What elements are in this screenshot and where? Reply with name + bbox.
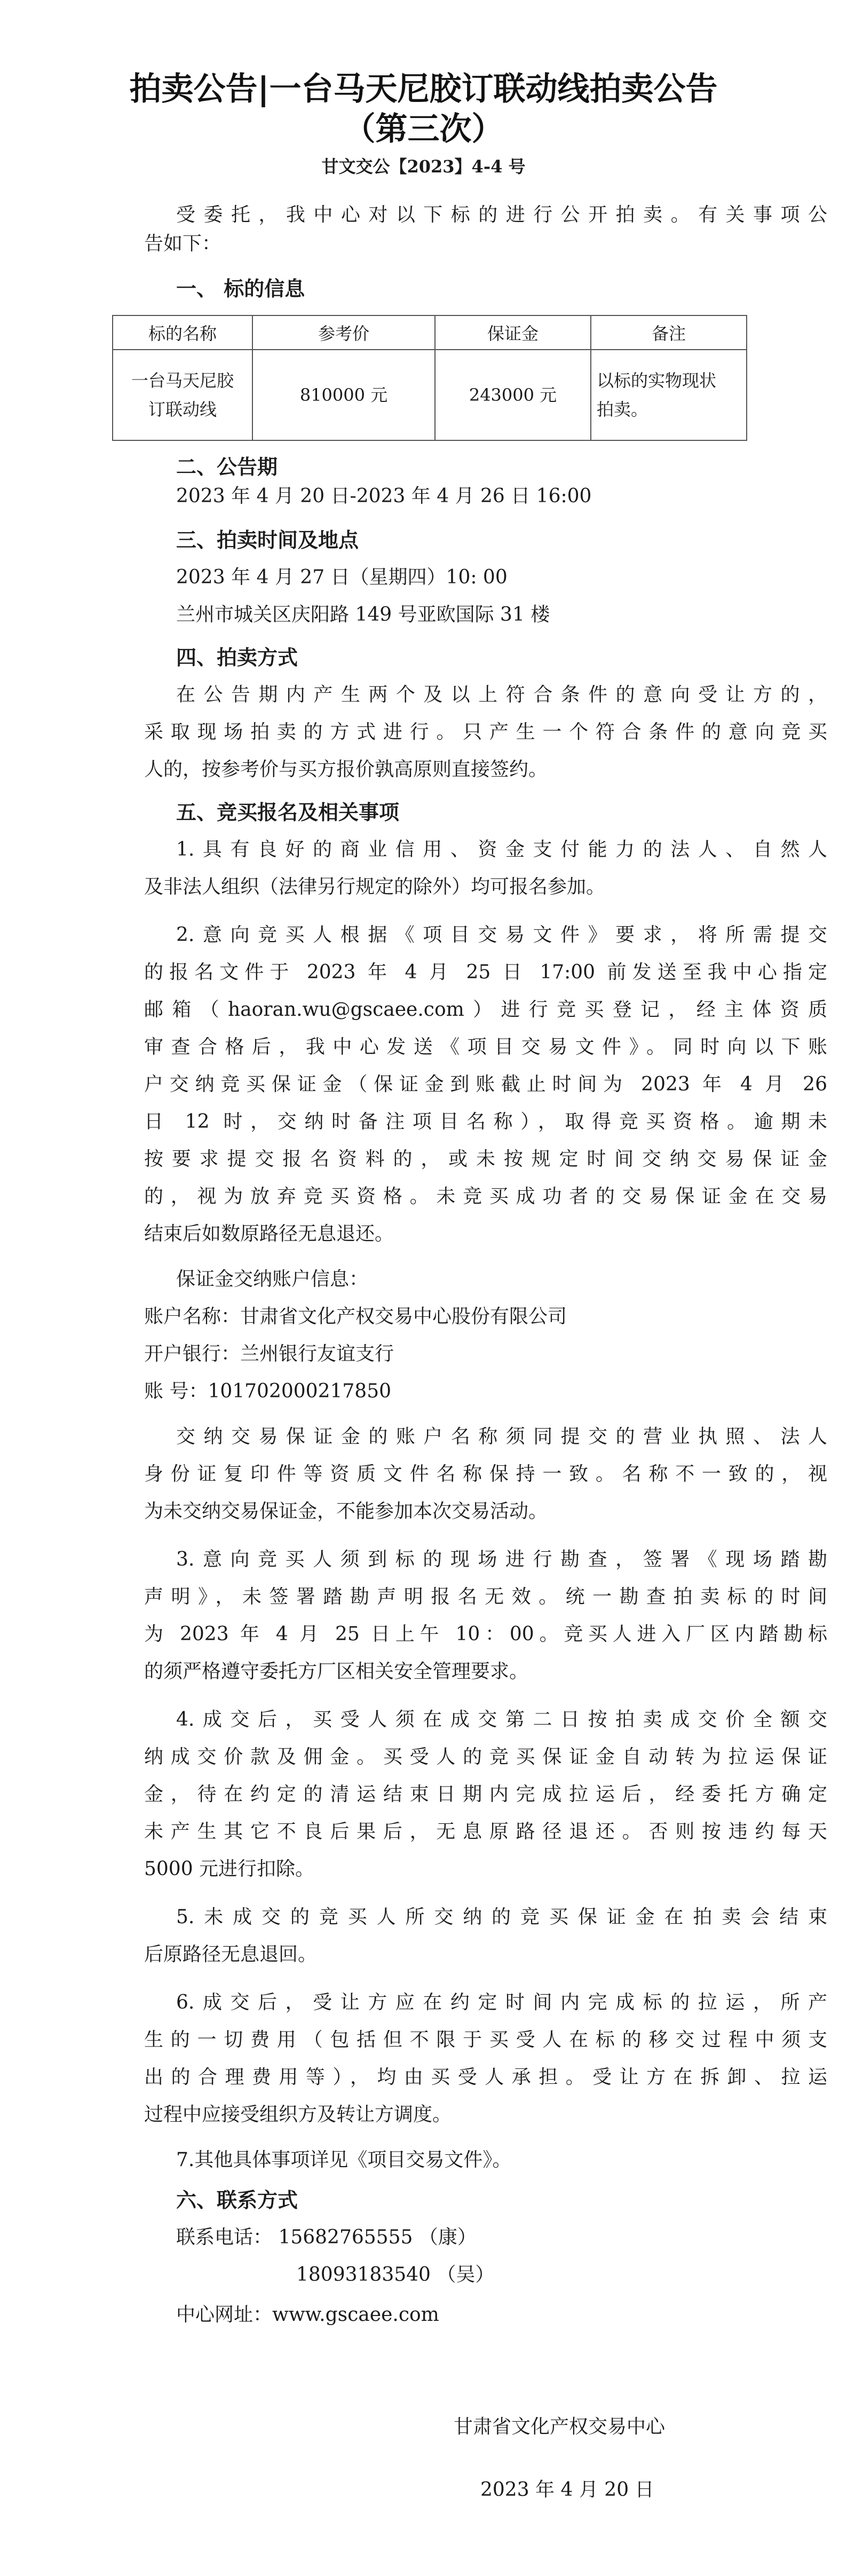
paragraph-line: 采取现场拍卖的方式进行。只产生一个符合条件的意向竞买 [144,721,827,743]
contact-website: 中心网址：www.gscaee.com [176,2304,439,2326]
paragraph-line: 5.未成交的竞买人所交纳的竞买保证金在拍卖会结束 [176,1906,827,1928]
paragraph-line: 人的，按参考价与买方报价孰高原则直接签约。 [144,758,548,780]
table-header-cell: 备注 [591,315,747,350]
paragraph-line: 出的合理费用等），均由买受人承担。受让方在拆卸、拉运 [144,2066,827,2088]
paragraph-line: 的，视为放弃竞买资格。未竞买成功者的交易保证金在交易 [144,1186,827,1207]
paragraph-line: 纳成交价款及佣金。买受人的竞买保证金自动转为拉运保证 [144,1746,827,1768]
section-heading-notice-period: 二、公告期 [176,455,278,479]
paragraph-line: 日 12 时，交纳时备注项目名称），取得竞买资格。逾期未 [144,1111,827,1133]
paragraph-line: 的报名文件于 2023 年 4 月 25 日 17:00 前发送至我中心指定 [144,961,827,983]
paragraph-line: 审查合格后，我中心发送《项目交易文件》。同时向以下账 [144,1036,827,1058]
paragraph-line: 按要求提交报名资料的，或未按规定时间交纳交易保证金 [144,1148,827,1170]
paragraph-line: 5000 元进行扣除。 [144,1858,315,1880]
paragraph-line: 为未交纳交易保证金，不能参加本次交易活动。 [144,1500,548,1522]
paragraph-line: 2.意向竞买人根据《项目交易文件》要求，将所需提交 [176,924,827,946]
asset-name-line: 一台马天尼胶 [131,370,234,391]
table-header-row [113,315,747,350]
paragraph-line: 后原路径无息退回。 [144,1943,318,1965]
paragraph-line: 身份证复印件等资质文件名称保持一致。名称不一致的，视 [144,1463,827,1485]
signature-organization: 甘肃省文化产权交易中心 [454,2416,666,2438]
paragraph-line: 未产生其它不良后果后，无息原路径退还。否则按违约每天 [144,1821,827,1843]
paragraph-line: 生的一切费用（包括但不限于买受人在标的移交过程中须支 [144,2029,827,2051]
account-number: 账 号：101702000217850 [144,1380,392,1402]
table-header-cell: 参考价 [252,315,435,350]
deposit-cell: 243000 元 [435,350,591,440]
paragraph-line: 交纳交易保证金的账户名称须同提交的营业执照、法人 [176,1426,827,1448]
intro-line: 受委托，我中心对以下标的进行公开拍卖。有关事项公 [176,204,827,226]
section-heading-asset-info: 一、 标的信息 [176,277,305,301]
contact-phone: 联系电话： 15682765555 （康） [176,2226,477,2248]
section-heading-contact: 六、联系方式 [176,2188,298,2212]
paragraph-line: 为 2023 年 4 月 25 日上午 10：00。竞买人进入厂区内踏勘标 [144,1623,827,1645]
paragraph-line: 声明》，未签署踏勘声明报名无效。统一勘查拍卖标的时间 [144,1586,827,1608]
paragraph-line: 邮箱（haoran.wu@gscaee.com）进行竞买登记，经主体资质 [144,999,827,1021]
auction-place-text: 兰州市城关区庆阳路 149 号亚欧国际 31 楼 [176,604,550,626]
table-row [113,350,747,440]
table-header-cell: 标的名称 [113,315,252,350]
contact-phone: 18093183540 （吴） [296,2264,495,2286]
reference-price-cell: 810000 元 [252,350,435,440]
paragraph-line: 7.其他具体事项详见《项目交易文件》。 [176,2149,512,2171]
account-name: 账户名称：甘肃省文化产权交易中心股份有限公司 [144,1306,567,1327]
asset-info-table [112,315,747,441]
asset-name-line: 订联动线 [148,399,217,420]
note-line: 以标的实物现状 [597,370,717,391]
paragraph-line: 的须严格遵守委托方厂区相关安全管理要求。 [144,1661,529,1682]
account-bank: 开户银行：兰州银行友谊支行 [144,1343,394,1365]
paragraph-line: 过程中应接受组织方及转让方调度。 [144,2104,452,2125]
page-title-subtitle: （第三次） [343,110,504,148]
asset-name-cell [113,350,252,440]
table-header-cell: 保证金 [435,315,591,350]
paragraph-line: 户交纳竞买保证金（保证金到账截止时间为 2023 年 4 月 26 [144,1073,827,1095]
page-title: 拍卖公告|一台马天尼胶订联动线拍卖公告 [129,70,718,108]
account-info-intro: 保证金交纳账户信息： [176,1268,369,1290]
paragraph-line: 在公告期内产生两个及以上符合条件的意向受让方的， [176,684,827,706]
note-cell [591,350,747,440]
auction-time-text: 2023 年 4 月 27 日（星期四）10: 00 [176,566,508,588]
note-line: 拍卖。 [597,399,648,420]
section-heading-auction-method: 四、拍卖方式 [176,646,298,669]
paragraph-line: 1.具有良好的商业信用、资金支付能力的法人、自然人 [176,839,827,860]
paragraph-line: 6.成交后，受让方应在约定时间内完成标的拉运，所产 [176,1992,827,2013]
paragraph-line: 4.成交后，买受人须在成交第二日按拍卖成交价全额交 [176,1709,827,1730]
notice-period-text: 2023 年 4 月 20 日-2023 年 4 月 26 日 16:00 [176,485,592,507]
section-heading-registration: 五、竞买报名及相关事项 [176,801,400,824]
section-heading-auction-time-place: 三、拍卖时间及地点 [176,528,359,552]
paragraph-line: 金，待在约定的清运结束日期内完成拉运后，经委托方确定 [144,1783,827,1805]
document-number: 甘文交公【2023】4-4 号 [321,156,526,177]
paragraph-line: 3.意向竞买人须到标的现场进行勘查，签署《现场踏勘 [176,1548,827,1570]
intro-line: 告如下： [144,233,221,255]
paragraph-line: 结束后如数原路径无息退还。 [144,1223,394,1245]
signature-date: 2023 年 4 月 20 日 [480,2479,654,2501]
paragraph-line: 及非法人组织（法律另行规定的除外）均可报名参加。 [144,876,606,898]
